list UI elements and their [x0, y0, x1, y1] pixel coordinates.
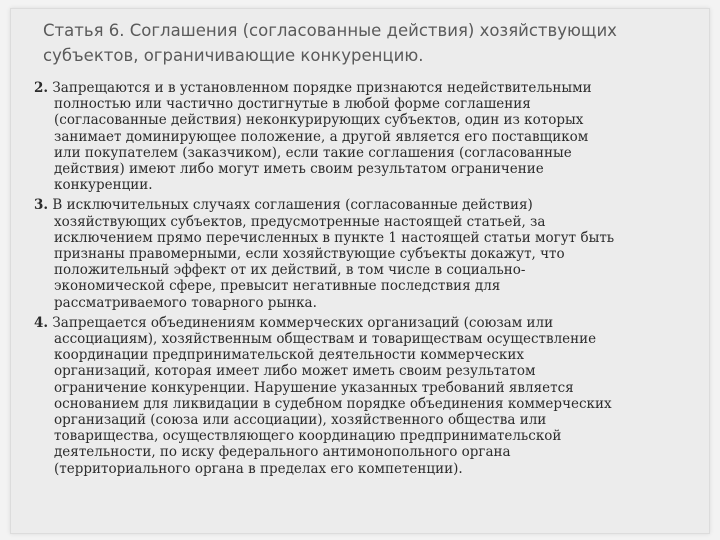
- paragraph-4: [34, 315, 702, 477]
- title-line: Статья 6. Соглашения (согласованные действия) хозяйствующих: [43, 21, 617, 40]
- paragraph-line: конкуренции.: [54, 177, 153, 194]
- paragraph-line: полностью или частично достигнутые в любой форме соглашения: [54, 96, 531, 113]
- paragraph-line: (согласованные действия) неконкурирующих субъектов, один из которых: [54, 112, 584, 129]
- paragraph-line: рассматриваемого товарного рынка.: [54, 294, 317, 311]
- paragraph-line: основанием для ликвидации в судебном порядке объединения коммерческих: [54, 395, 612, 412]
- paragraph-text: В исключительных случаях соглашения (согласованные действия): [48, 197, 533, 214]
- paragraph-line: (территориального органа в пределах его компетенции).: [54, 460, 463, 477]
- paragraph-number: 3.: [34, 197, 49, 214]
- title-line: субъектов, ограничивающие конкуренцию.: [43, 46, 424, 65]
- paragraph-2: [34, 80, 702, 193]
- paragraph-text: Запрещаются и в установленном порядке признаются недействительными: [48, 80, 592, 96]
- paragraph-line: организаций, которая имеет либо может иметь своим результатом: [54, 363, 536, 380]
- article-title: [43, 18, 663, 68]
- paragraph-line: действия) имеют либо могут иметь своим результатом ограничение: [54, 161, 544, 178]
- paragraph-line: экономической сфере, превысит негативные последствия для: [54, 278, 501, 295]
- paragraph-line: [34, 315, 702, 331]
- paragraph-number: 4.: [34, 314, 49, 331]
- paragraph-line: [34, 80, 702, 96]
- paragraph-line: или покупателем (заказчиком), если такие соглашения (согласованные: [54, 144, 572, 161]
- paragraph-text: Запрещается объединениям коммерческих организаций (союзам или: [48, 314, 554, 331]
- paragraph-line: организаций (союза или ассоциации), хозяйственного общества или: [54, 412, 547, 429]
- article-body: [34, 80, 702, 481]
- paragraph-line: занимает доминирующее положение, а другой является его поставщиком: [54, 128, 589, 145]
- paragraph-line: признаны правомерными, если хозяйствующие субъекты докажут, что: [54, 246, 565, 263]
- paragraph-line: хозяйствующих субъектов, предусмотренные настоящей статьей, за: [54, 213, 546, 230]
- paragraph-3: [34, 197, 702, 310]
- paragraph-line: координации предпринимательской деятельности коммерческих: [54, 347, 524, 364]
- paragraph-line: товарищества, осуществляющего координацию предпринимательской: [54, 428, 562, 445]
- paragraph-line: положительный эффект от их действий, в том числе в социально-: [54, 262, 526, 279]
- paragraph-line: ограничение конкуренции. Нарушение указанных требований является: [54, 379, 574, 396]
- paragraph-line: деятельности, по иску федерального антимонопольного органа: [54, 444, 511, 461]
- paragraph-number: 2.: [34, 80, 49, 96]
- paragraph-line: исключением прямо перечисленных в пункте 1 настоящей статьи могут быть: [54, 229, 615, 246]
- paragraph-line: [34, 197, 702, 213]
- paragraph-line: ассоциациям), хозяйственным обществам и товариществам осуществление: [54, 331, 597, 348]
